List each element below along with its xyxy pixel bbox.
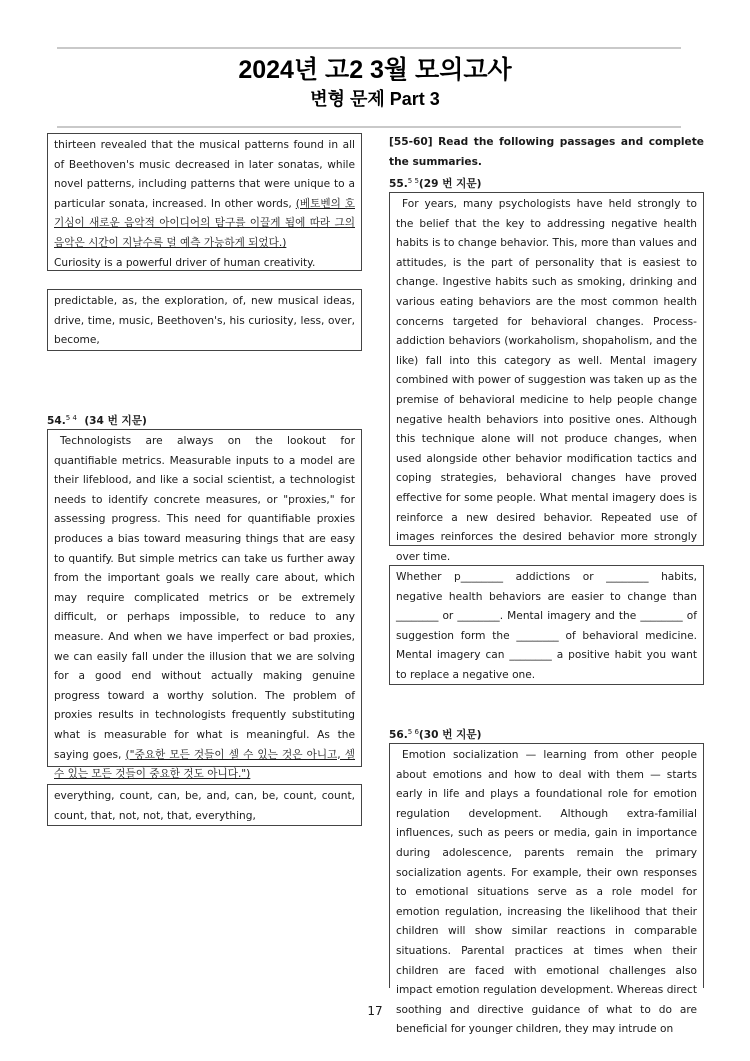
q53-word-bank	[47, 289, 362, 351]
page-number: 17	[367, 1004, 383, 1018]
q55-source: (29 번 지문)	[418, 178, 482, 190]
q55-passage	[389, 192, 704, 563]
instruction-55-60: [55-60] Read the following passages and complete the summaries.	[389, 136, 704, 168]
page-title: 2024년 고2 3월 모의고사	[238, 56, 512, 84]
page-subtitle: 변형 문제 Part 3	[310, 89, 440, 109]
q54-passage-text: Technologists are always on the lookout for quantifiable metrics. Measurable inputs to a model are their lifeblood, and like a social scientist, a technologist needs to identify concrete measures, or "proxies," for assessing progress. This need for quantifiable proxies produces a bias toward measuring things that are easy to quantify. But simple metrics can take us further away from the important goals we really care about, which may require complicated metrics or be extremely difficult, or perhaps impossible, to reduce to any measure. And when we have imperfect or bad proxies, we can easily fall under the illusion that we are solving for a good end without actually making genuine progress toward a worthy solution. The problem of proxies results in technologists frequently substituting what is measurable for what is meaningful. As the saying goes,	[54, 435, 355, 761]
q54-number: 54.	[47, 415, 66, 427]
q53-words: predictable, as, the exploration, of, new musical ideas, drive, time, music, Beethoven's, his curiosity, less, over, become,	[54, 295, 355, 347]
q54-passage	[47, 429, 362, 781]
q56-passage	[389, 743, 704, 1036]
q56-passage-text: Emotion socialization — learning from other people about emotions and how to deal with them — starts early in life and plays a foundational role for emotion regulation development. Although extra-familial influences, such as peers or media, gain in importance during adolescence, parents remain the primary socialization agents. For example, their own responses to emotional situations serve as a role model for emotion regulation, increasing the likelihood that their children will show similar reactions in comparable situations. Parental practices at times when their children are faced with emotional challenges also impact emotion regulation development. Whereas direct soothing and directive guidance of what to do are beneficial for younger children, they may intrude on	[396, 749, 697, 1036]
q53-underlined-korean: (베토벤의 호기심이 새로운 음악적 아이디어의 탐구를 이끌게 됨에 따라 그의 음악은 시간이 지날수록 덜 예측 가능하게 되었다.)	[54, 197, 355, 249]
q53-closing-sentence: Curiosity is a powerful driver of human creativity.	[54, 256, 316, 269]
q56-source: (30 번 지문)	[418, 729, 482, 741]
q55-number: 55.	[389, 178, 408, 190]
q56-number: 56.	[389, 729, 408, 741]
q54-source: (34 번 지문)	[84, 415, 147, 427]
q54-underlined-korean: ("중요한 모든 것들이 셀 수 있는 것은 아니고, 셀 수 있는 모든 것들이 중요한 것도 아니다.")	[54, 748, 356, 781]
top-rule	[57, 47, 681, 49]
q54-words: everything, count, can, be, and, can, be, count, count, count, that, not, not, that, everything,	[54, 790, 355, 822]
q55-sup: 5 5	[407, 177, 419, 185]
q54-sup: 5 4	[65, 414, 77, 422]
q55-summary-text: Whether p________ addictions or ________ habits, negative health behaviors are easier to change than ________ or ________. Mental imagery and the ________ of suggestion form the ________ of behavioral medicine. Mental imagery can ________ a positive habit you want to replace a negative one.	[396, 571, 697, 681]
q56-sup: 5 6	[407, 728, 419, 736]
q53-passage-text: thirteen revealed that the musical patterns found in all of Beethoven's music decreased in later sonatas, while novel patterns, including patterns that were unique to a particular sonata, increased. In other words,	[54, 139, 355, 210]
q54-word-bank	[47, 784, 362, 826]
q55-passage-text: For years, many psychologists have held strongly to the belief that the key to addressing negative health habits is to change behavior. This, more than values and attitudes, is the part of personality that is easiest to change. Ingestive habits such as smoking, drinking and various eating behaviors are the most common health concerns targeted for behavioral changes. Process-addiction behaviors (workaholism, shopaholism, and the like) fall into this category as well. Mental imagery combined with power of suggestion was taken up as the premise of behavioral medicine to help people change negative health behaviors into positive ones. Although this technique alone will not produce changes, when used alongside other behavior modification tactics and coping strategies, behavioral changes have proved effective for some people. What mental imagery does is reinforce a new desired behavior. Repeated use of images reinforces the desired behavior more strongly over time.	[396, 198, 697, 563]
header-rule	[57, 126, 681, 128]
q53-passage-tail	[47, 133, 362, 271]
q55-summary	[389, 565, 704, 685]
